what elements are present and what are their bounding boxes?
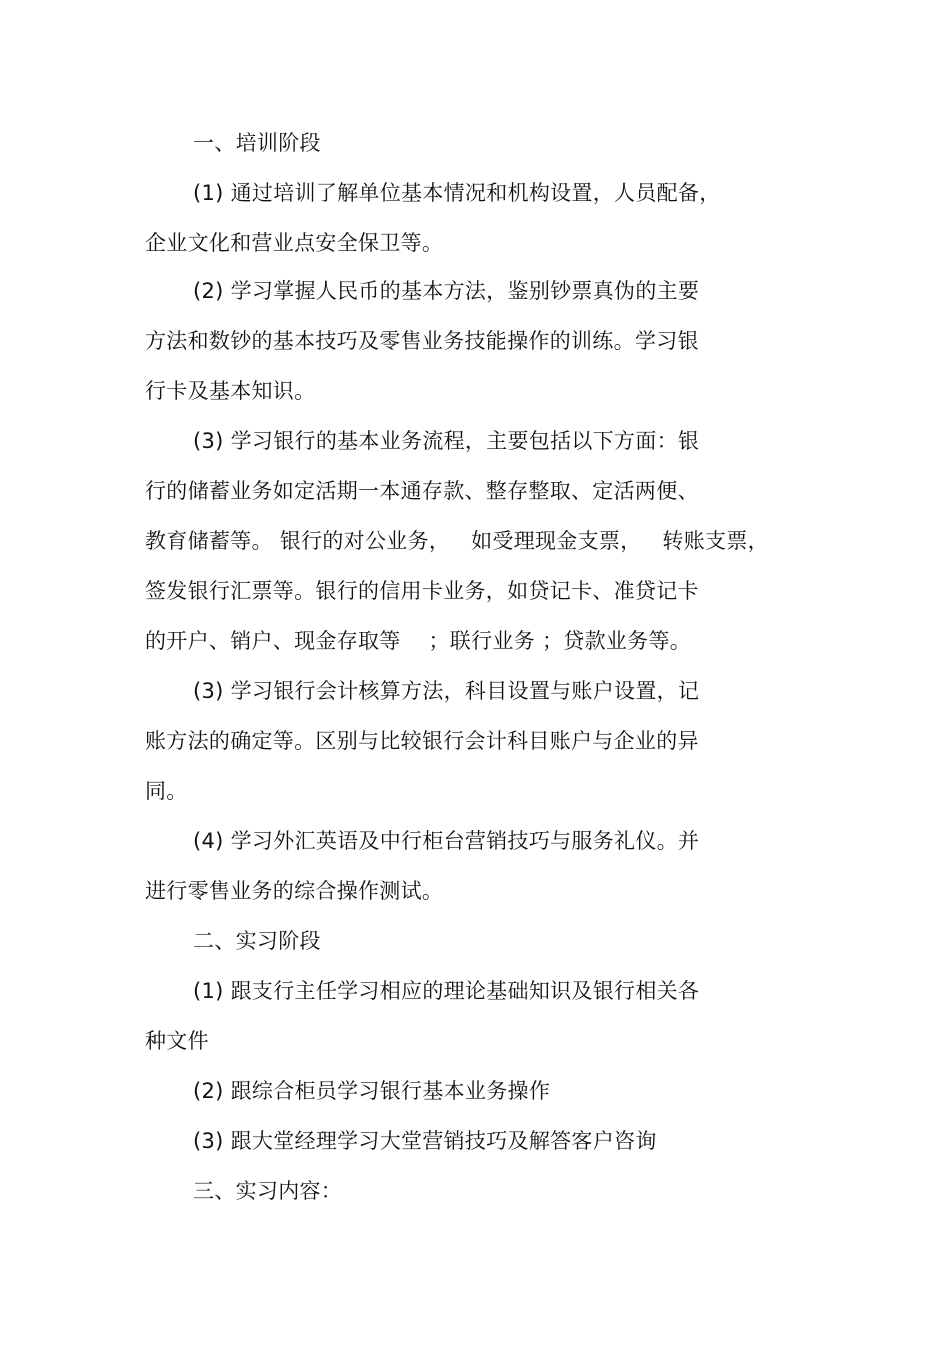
section-heading-training: 一、培训阶段 — [193, 131, 321, 155]
paragraph-line: 的开户、销户、现金存取等 ；联行业务 ；贷款业务等。 — [145, 629, 692, 653]
paragraph-line: (1) 通过培训了解单位基本情况和机构设置，人员配备， — [193, 181, 721, 205]
paragraph-line: 种文件 — [145, 1029, 209, 1053]
paragraph-line: (3) 跟大堂经理学习大堂营销技巧及解答客户咨询 — [193, 1129, 657, 1153]
section-heading-content: 三、实习内容： — [193, 1179, 343, 1203]
paragraph-line: 进行零售业务的综合操作测试。 — [145, 879, 444, 903]
paragraph-line: (3) 学习银行的基本业务流程，主要包括以下方面：银 — [193, 429, 700, 453]
paragraph-line: 教育储蓄等。 银行的对公业务， 如受理现金支票， 转账支票， — [145, 529, 769, 553]
paragraph-line: (2) 跟综合柜员学习银行基本业务操作 — [193, 1079, 551, 1103]
paragraph-line: (2) 学习掌握人民币的基本方法，鉴别钞票真伪的主要 — [193, 279, 700, 303]
paragraph-line: 行卡及基本知识。 — [145, 379, 316, 403]
section-heading-internship: 二、实习阶段 — [193, 929, 321, 953]
paragraph-line: 行的储蓄业务如定活期一本通存款、整存整取、定活两便、 — [145, 479, 699, 503]
paragraph-line: 签发银行汇票等。银行的信用卡业务，如贷记卡、准贷记卡 — [145, 579, 699, 603]
paragraph-line: (4) 学习外汇英语及中行柜台营销技巧与服务礼仪。并 — [193, 829, 700, 853]
paragraph-line: 同。 — [145, 779, 188, 803]
paragraph-line: 账方法的确定等。区别与比较银行会计科目账户与企业的异 — [145, 729, 699, 753]
paragraph-line: (3) 学习银行会计核算方法，科目设置与账户设置，记 — [193, 679, 700, 703]
paragraph-line: 企业文化和营业点安全保卫等。 — [145, 231, 444, 255]
paragraph-line: (1) 跟支行主任学习相应的理论基础知识及银行相关各 — [193, 979, 700, 1003]
paragraph-line: 方法和数钞的基本技巧及零售业务技能操作的训练。学习银 — [145, 329, 699, 353]
